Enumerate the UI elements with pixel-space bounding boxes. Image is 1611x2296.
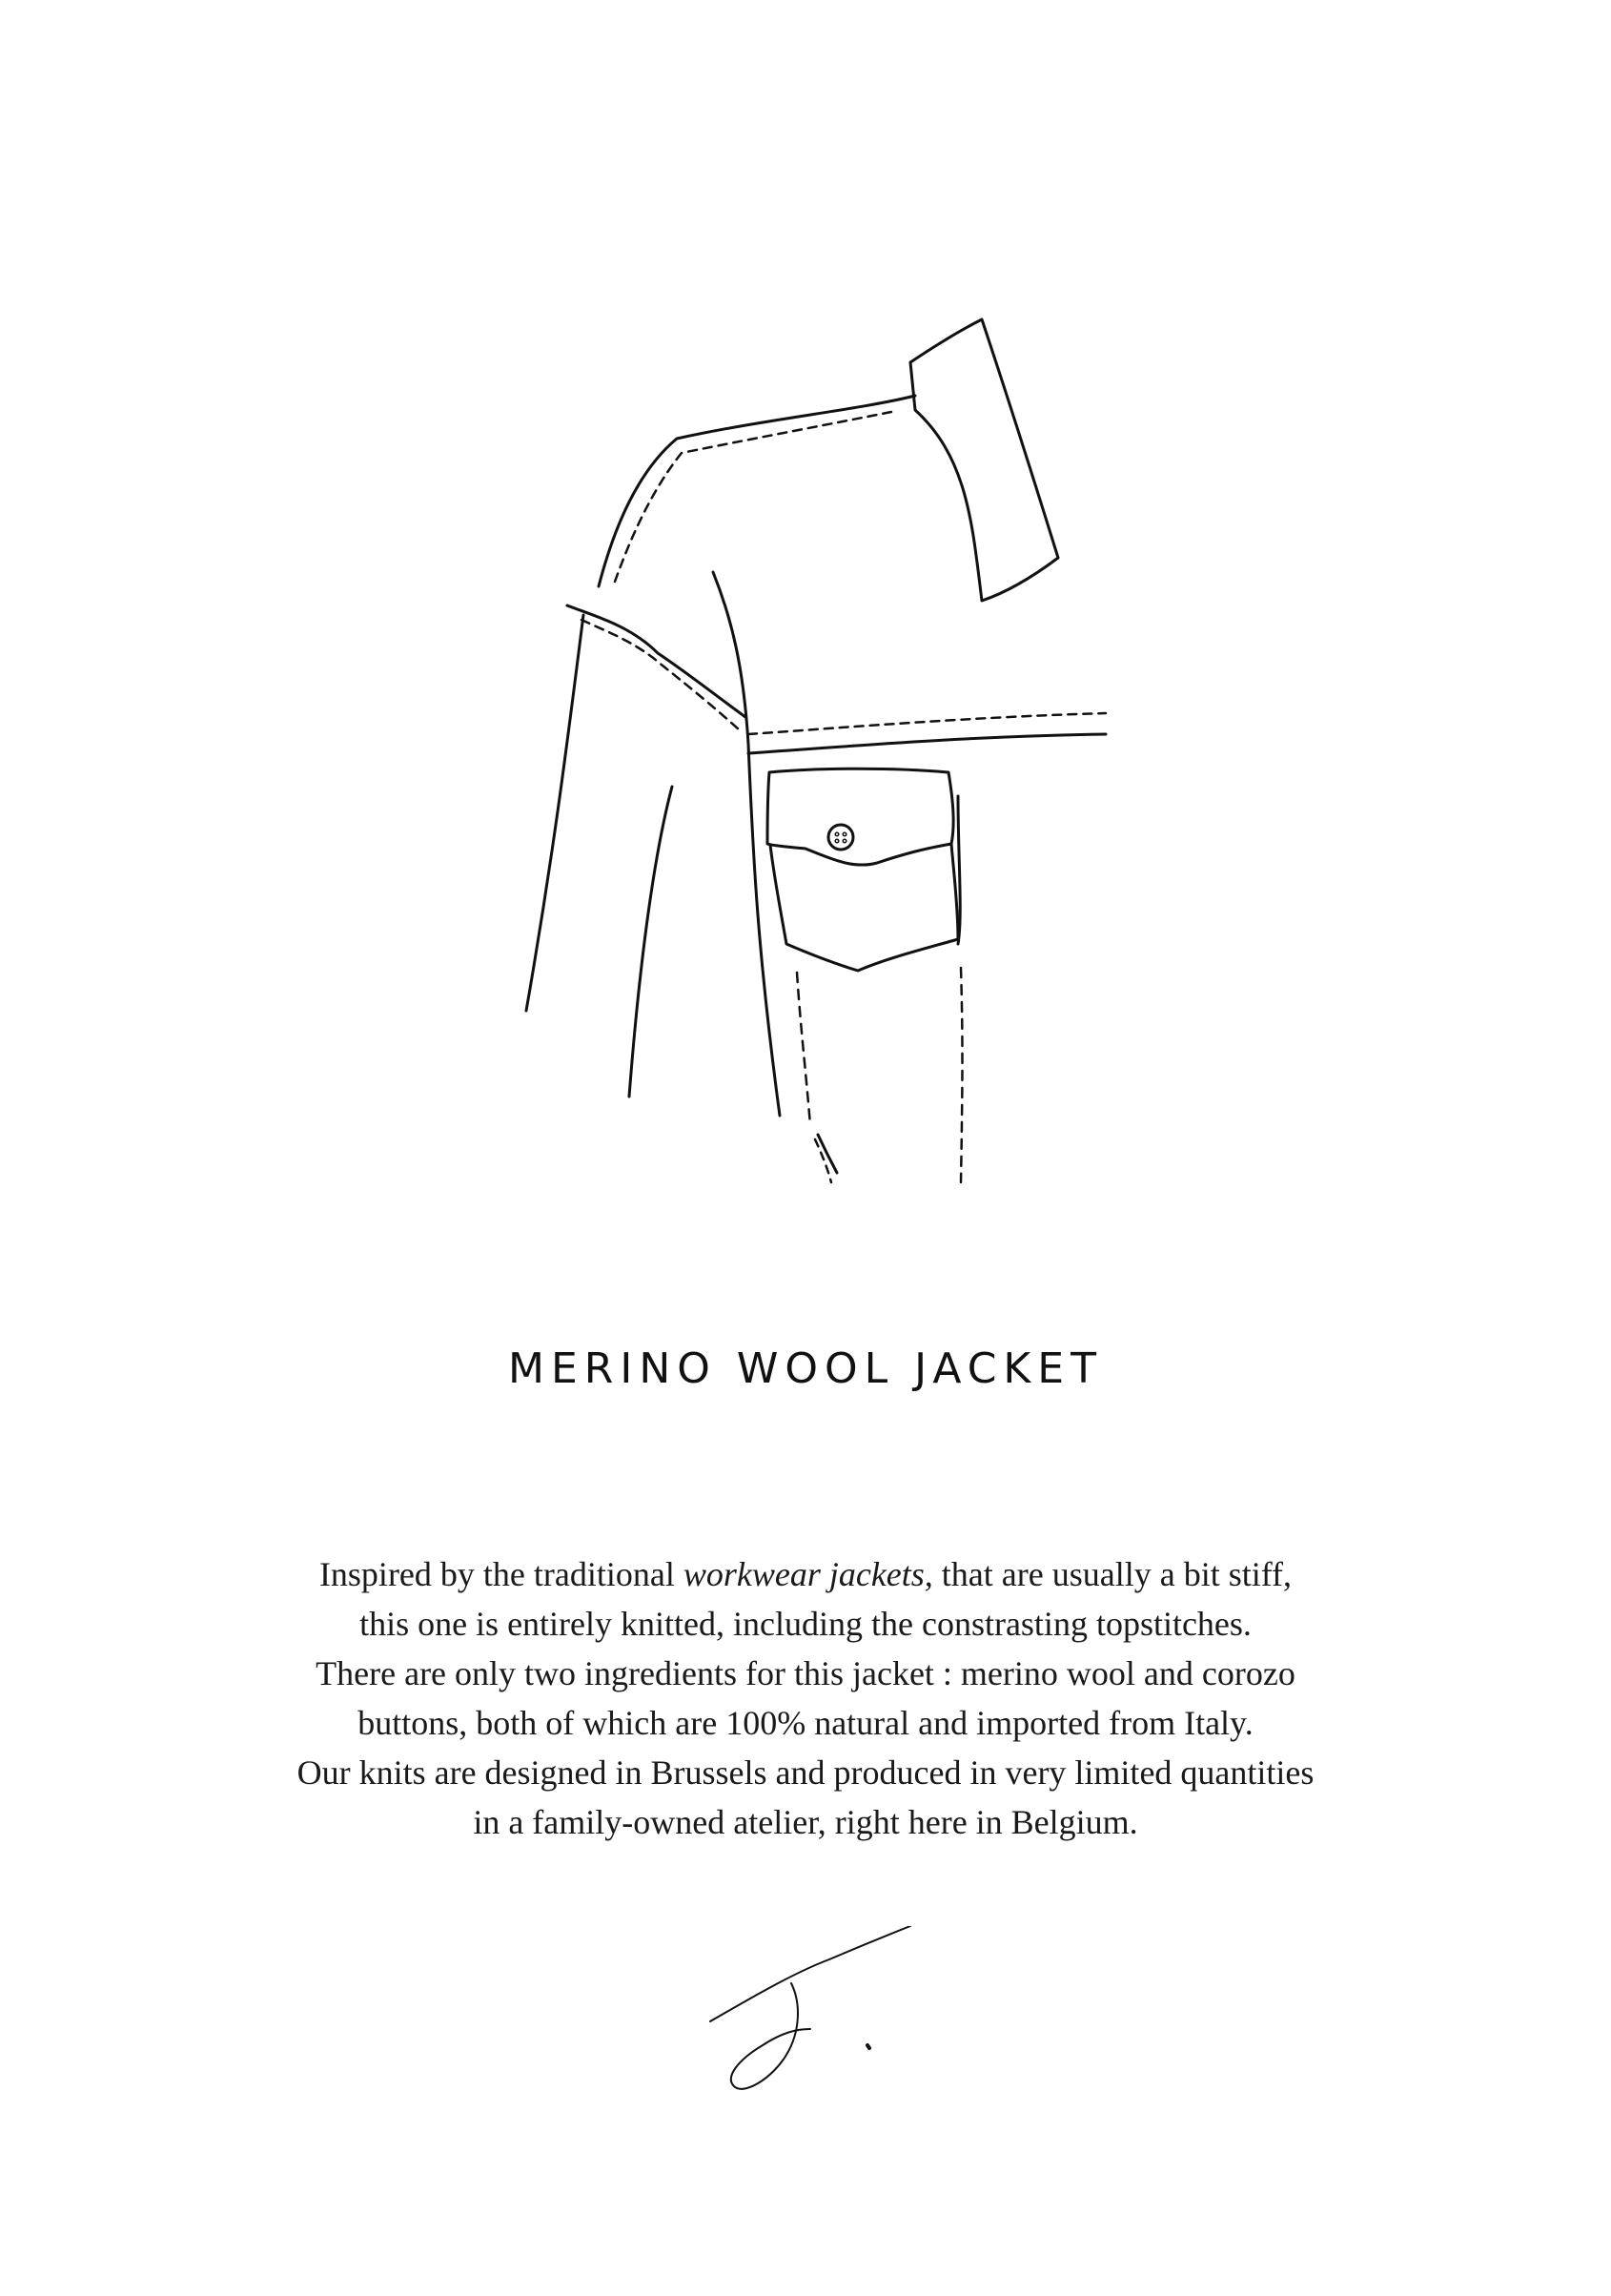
description-line-2: this one is entirely knitted, including the constrasting topstitches. bbox=[359, 1605, 1252, 1643]
description-line-5: Our knits are designed in Brussels and produced in very limited quantities bbox=[296, 1753, 1315, 1792]
page-title: MERINO WOOL JACKET bbox=[508, 1344, 1103, 1393]
description-line-4: buttons, both of which are 100% natural and imported from Italy. bbox=[357, 1704, 1254, 1742]
jacket-illustration bbox=[477, 286, 1144, 1240]
description-line-3: There are only two ingredients for this jacket : merino wool and corozo bbox=[316, 1654, 1295, 1692]
product-description bbox=[138, 1549, 1473, 1847]
description-line-1 bbox=[138, 1549, 1473, 1599]
description-text: Inspired by the traditional bbox=[318, 1555, 683, 1593]
signature bbox=[705, 1926, 925, 2107]
description-emphasis: workwear jackets, bbox=[683, 1555, 933, 1593]
signature-icon bbox=[705, 1926, 925, 2107]
description-text: that are usually a bit stiff, bbox=[932, 1555, 1293, 1593]
jacket-sketch-icon bbox=[477, 286, 1144, 1240]
description-line-6: in a family-owned atelier, right here in Belgium. bbox=[473, 1803, 1138, 1841]
